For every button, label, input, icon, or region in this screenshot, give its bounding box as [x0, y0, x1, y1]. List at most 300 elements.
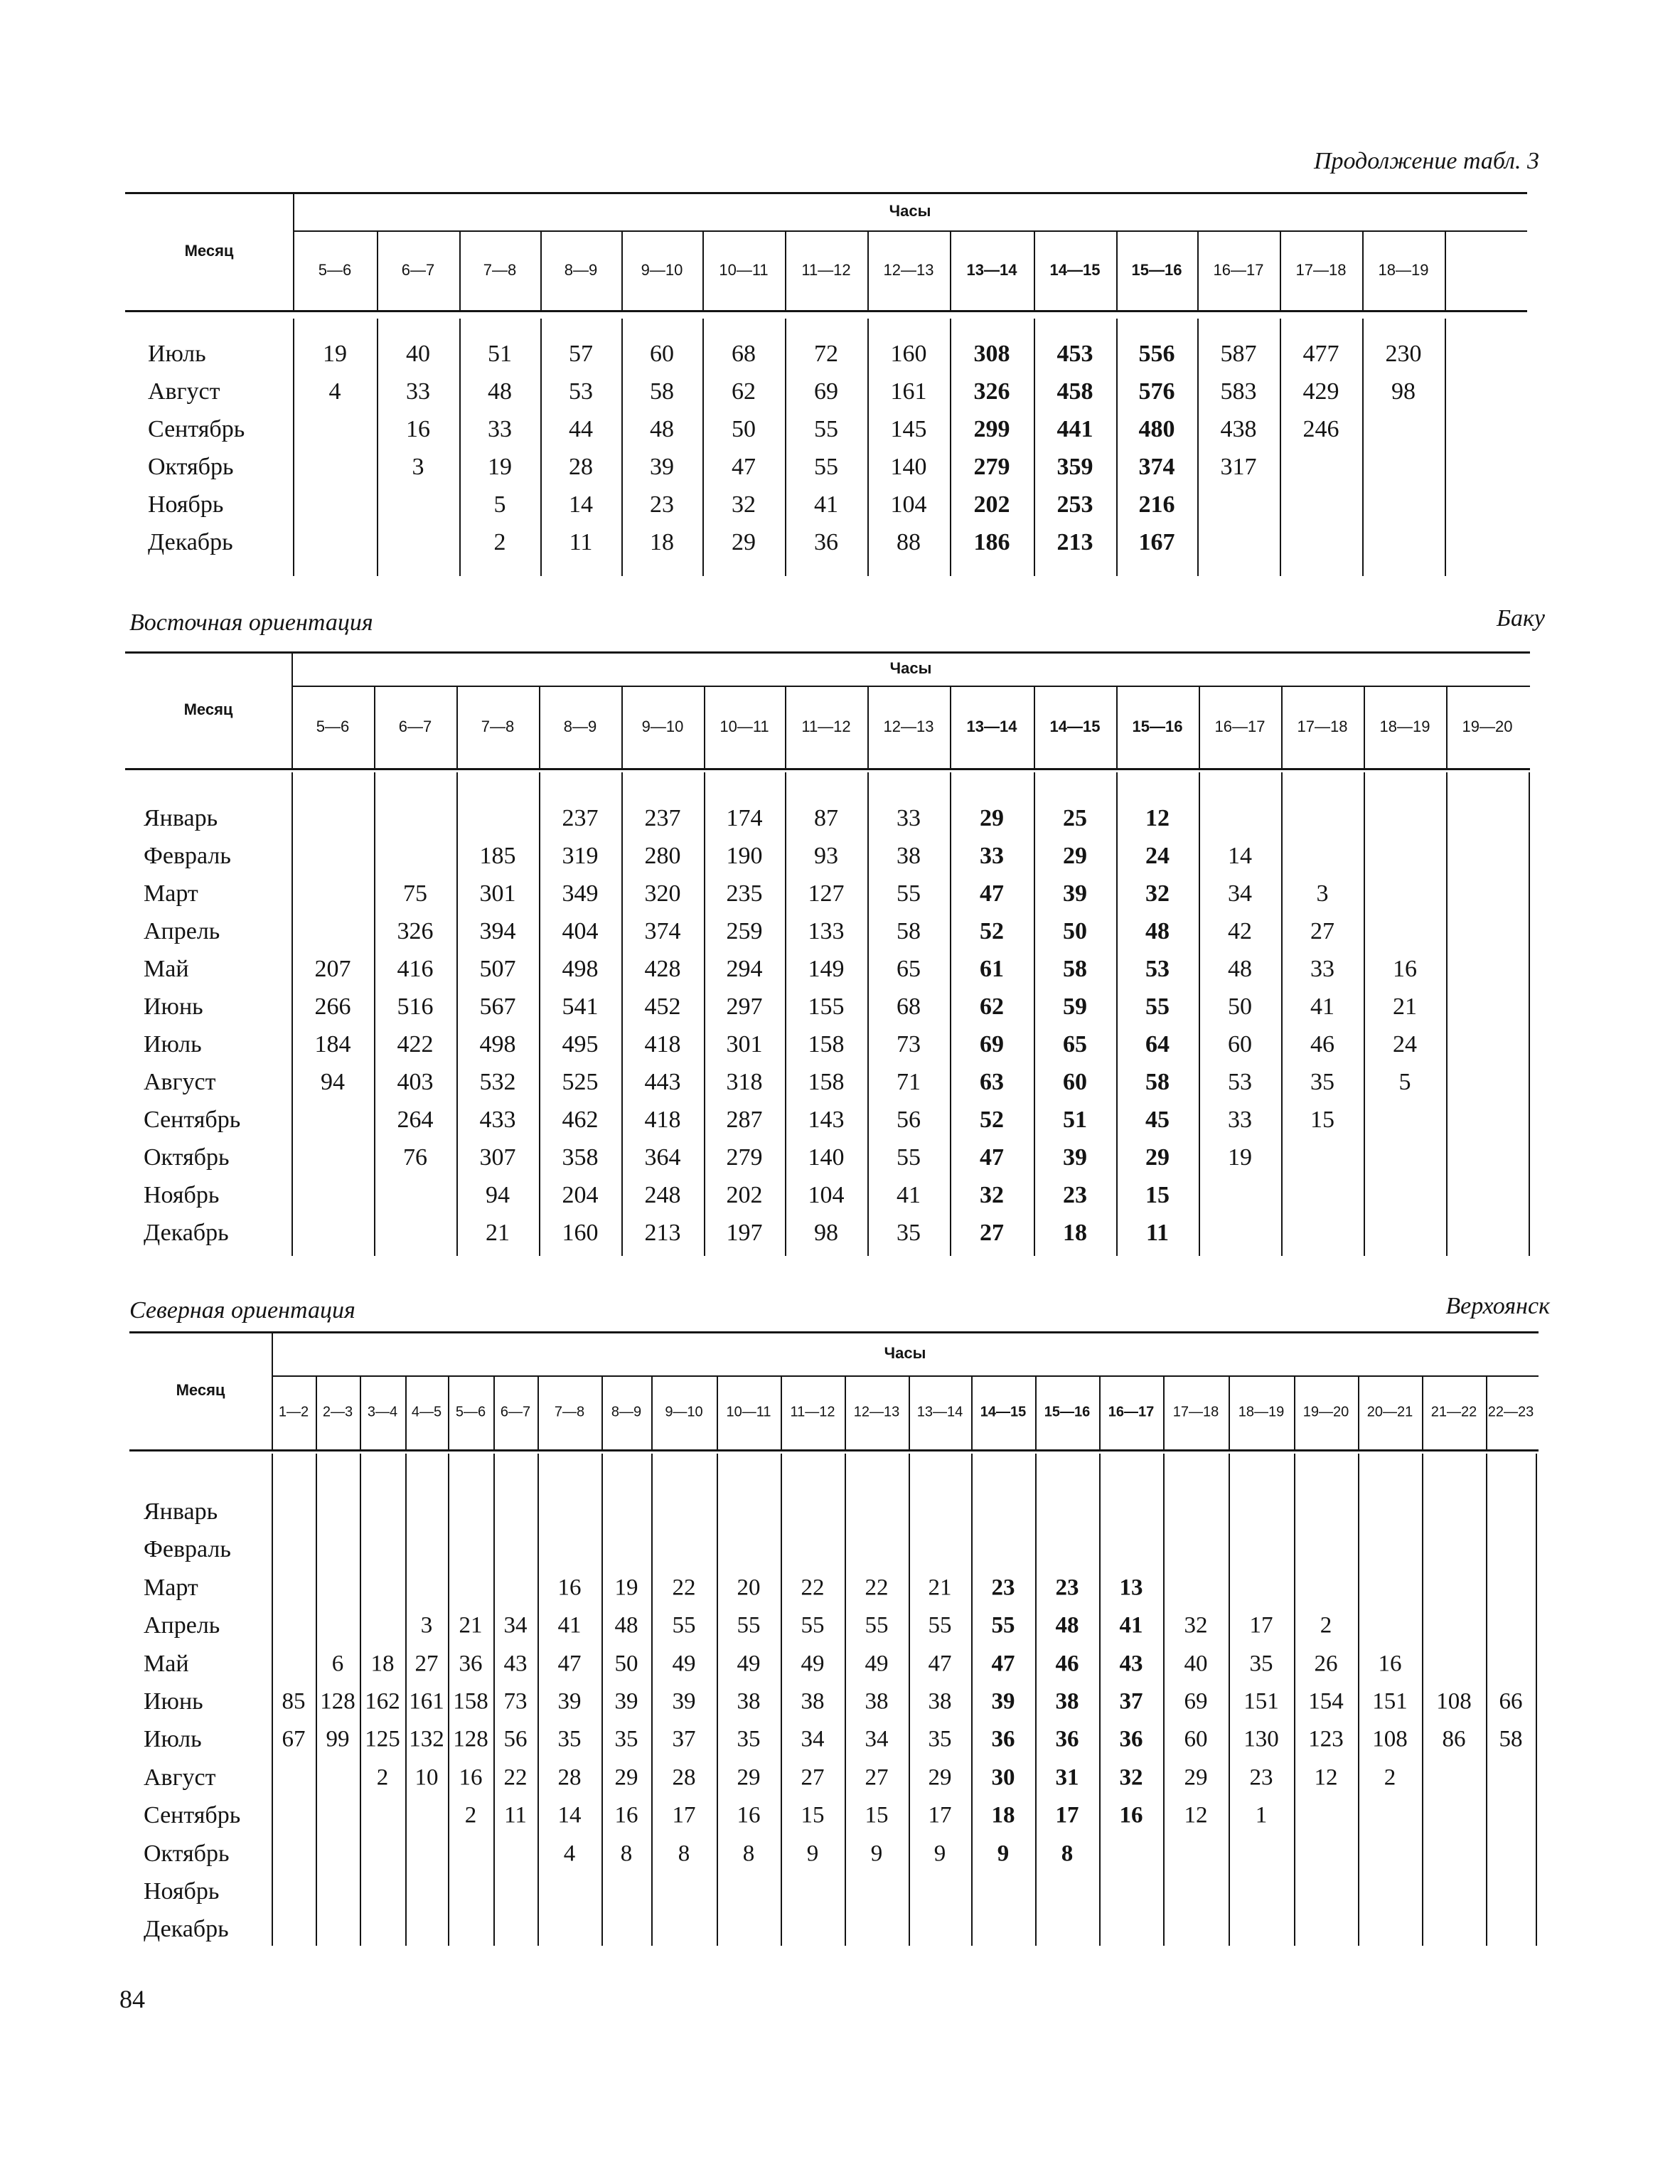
column-divider [867, 772, 869, 1256]
table-cell: 23 [650, 491, 674, 518]
hour-column-header: 17—18 [1295, 261, 1347, 279]
month-label: Сентябрь [144, 1107, 241, 1133]
column-divider [1035, 1375, 1037, 1449]
table-cell: 33 [1228, 1107, 1252, 1133]
table-cell: 58 [650, 378, 674, 405]
month-label: Август [144, 1069, 216, 1095]
column-divider [717, 1375, 718, 1449]
table-cell: 204 [562, 1182, 599, 1208]
table-cell: 66 [1499, 1688, 1523, 1715]
table-top-rule [125, 192, 1527, 194]
table-cell: 297 [726, 994, 763, 1020]
table-cell: 556 [1138, 341, 1175, 367]
table-cell: 44 [569, 416, 593, 442]
table-cell: 349 [562, 880, 599, 907]
table-cell: 394 [479, 918, 516, 944]
hour-column-header: 8—9 [611, 1404, 642, 1420]
table-cell: 186 [973, 529, 1010, 555]
month-label: Май [144, 1650, 189, 1677]
column-divider [1294, 1375, 1295, 1449]
table-cell: 85 [282, 1688, 306, 1715]
month-column-divider [272, 1454, 273, 1946]
table-cell: 27 [414, 1651, 439, 1677]
hour-column-header: 11—12 [790, 1404, 835, 1420]
table-cell: 35 [928, 1726, 952, 1752]
column-divider [1199, 772, 1200, 1256]
table-cell: 3 [420, 1612, 433, 1639]
hour-column-header: 20—21 [1366, 1404, 1413, 1420]
table-cell: 50 [1063, 918, 1087, 944]
table-cell: 71 [897, 1069, 921, 1095]
table-cell: 495 [562, 1031, 599, 1058]
table-cell: 37 [672, 1726, 696, 1752]
table2-city-label: Баку [1496, 605, 1545, 632]
table-cell: 94 [486, 1182, 510, 1208]
hours-rule [291, 686, 1530, 687]
table-cell: 36 [991, 1726, 1015, 1752]
column-divider [374, 686, 375, 768]
table-cell: 154 [1308, 1688, 1344, 1715]
table-cell: 37 [1119, 1688, 1143, 1715]
month-label: Июль [144, 1031, 202, 1058]
hour-column-header: 18—19 [1378, 261, 1429, 279]
month-label: Февраль [144, 843, 231, 869]
hour-column-header: 8—9 [564, 261, 598, 279]
table-cell: 73 [897, 1031, 921, 1058]
hour-column-header: 6—7 [401, 261, 435, 279]
table-cell: 541 [562, 994, 599, 1020]
header-bottom-rule [129, 1449, 1539, 1451]
month-label: Январь [144, 805, 218, 831]
table-cell: 55 [897, 1144, 921, 1171]
column-divider [1163, 1454, 1165, 1946]
column-divider [374, 772, 375, 1256]
table-cell: 14 [1228, 843, 1252, 869]
table-cell: 34 [801, 1726, 825, 1752]
table-cell: 58 [897, 918, 921, 944]
table-cell: 36 [459, 1651, 483, 1677]
table-cell: 9 [997, 1841, 1010, 1867]
table-cell: 158 [808, 1069, 845, 1095]
month-label: Декабрь [148, 529, 233, 555]
table-cell: 9 [933, 1841, 946, 1867]
table-cell: 130 [1243, 1726, 1279, 1752]
table-cell: 69 [1184, 1688, 1208, 1715]
hour-column-header: 12—13 [883, 261, 934, 279]
table-cell: 25 [1063, 805, 1087, 831]
table-cell: 38 [928, 1688, 952, 1715]
table-cell: 34 [865, 1726, 889, 1752]
table-cell: 22 [672, 1575, 696, 1601]
table-cell: 55 [928, 1612, 952, 1639]
table-cell: 38 [897, 843, 921, 869]
table-cell: 60 [650, 341, 674, 367]
table-cell: 318 [726, 1069, 763, 1095]
column-divider [456, 772, 458, 1256]
hour-column-header: 17—18 [1172, 1404, 1219, 1420]
table-cell: 2 [464, 1802, 477, 1828]
table-cell: 27 [980, 1220, 1004, 1246]
column-divider [950, 230, 951, 310]
table-cell: 53 [1228, 1069, 1252, 1095]
table-cell: 3 [1316, 880, 1329, 907]
table-cell: 35 [1310, 1069, 1334, 1095]
hour-column-header: 12—13 [883, 718, 934, 735]
hour-column-header: 9—10 [665, 1404, 703, 1420]
table-cell: 12 [1145, 805, 1170, 831]
table-cell: 326 [397, 918, 434, 944]
table-cell: 127 [808, 880, 845, 907]
table-cell: 33 [488, 416, 512, 442]
table-cell: 51 [488, 341, 512, 367]
hour-column-header: 7—8 [554, 1404, 585, 1420]
table-cell: 143 [808, 1107, 845, 1133]
table-cell: 39 [1063, 880, 1087, 907]
table-cell: 38 [737, 1688, 761, 1715]
table-cell: 498 [479, 1031, 516, 1058]
hour-column-header: 16—17 [1213, 261, 1264, 279]
table3-orientation-label: Северная ориентация [129, 1297, 355, 1323]
table-cell: 41 [557, 1612, 582, 1639]
table-cell: 404 [562, 918, 599, 944]
table-cell: 38 [865, 1688, 889, 1715]
table-cell: 576 [1138, 378, 1175, 405]
table-cell: 498 [562, 956, 599, 982]
table-cell: 108 [1436, 1688, 1472, 1715]
column-divider [909, 1375, 910, 1449]
table-cell: 429 [1302, 378, 1339, 405]
table-cell: 123 [1308, 1726, 1344, 1752]
column-divider [867, 230, 869, 310]
table-cell: 22 [801, 1575, 825, 1601]
table-cell: 49 [865, 1651, 889, 1677]
table-cell: 35 [557, 1726, 582, 1752]
hour-column-header: 3—4 [367, 1404, 398, 1420]
table-cell: 21 [1393, 994, 1417, 1020]
table-cell: 10 [414, 1764, 439, 1791]
table-cell: 525 [562, 1069, 599, 1095]
column-divider [621, 772, 623, 1256]
table-cell: 18 [650, 529, 674, 555]
month-header: Месяц [183, 701, 233, 718]
table-cell: 75 [403, 880, 427, 907]
table-cell: 88 [897, 529, 921, 555]
table-cell: 301 [479, 880, 516, 907]
table-cell: 108 [1372, 1726, 1408, 1752]
column-divider [405, 1375, 407, 1449]
table-cell: 161 [890, 378, 927, 405]
table-cell: 15 [865, 1802, 889, 1828]
table-cell: 15 [1145, 1182, 1170, 1208]
table-cell: 185 [479, 843, 516, 869]
month-column-divider [272, 1331, 273, 1449]
table-cell: 453 [1056, 341, 1093, 367]
hour-column-header: 13—14 [966, 261, 1017, 279]
table-cell: 29 [732, 529, 756, 555]
table-cell: 21 [486, 1220, 510, 1246]
table-cell: 38 [801, 1688, 825, 1715]
column-divider [377, 230, 378, 310]
month-label: Ноябрь [144, 1182, 220, 1208]
table-cell: 52 [980, 918, 1004, 944]
table-cell: 11 [504, 1802, 527, 1828]
table-cell: 69 [814, 378, 838, 405]
column-divider [459, 230, 461, 310]
table-cell: 104 [890, 491, 927, 518]
hour-column-header: 14—15 [1049, 718, 1101, 735]
table-cell: 567 [479, 994, 516, 1020]
table-cell: 86 [1442, 1726, 1466, 1752]
table-cell: 55 [814, 454, 838, 480]
table-cell: 237 [562, 805, 599, 831]
table-cell: 184 [314, 1031, 351, 1058]
column-divider [704, 772, 705, 1256]
table-cell: 73 [503, 1688, 528, 1715]
table-cell: 320 [644, 880, 681, 907]
table-cell: 34 [503, 1612, 528, 1639]
table-cell: 12 [1184, 1802, 1208, 1828]
table-cell: 30 [991, 1764, 1015, 1791]
table-cell: 230 [1385, 341, 1422, 367]
table-cell: 29 [1063, 843, 1087, 869]
table-cell: 18 [370, 1651, 395, 1677]
column-divider [1034, 772, 1035, 1256]
table-cell: 39 [991, 1688, 1015, 1715]
month-label: Июль [144, 1726, 202, 1753]
table-cell: 53 [1145, 956, 1170, 982]
table-cell: 27 [801, 1764, 825, 1791]
column-divider [1422, 1375, 1423, 1449]
table-cell: 65 [897, 956, 921, 982]
month-label: Октябрь [144, 1840, 230, 1867]
column-divider [1364, 686, 1365, 768]
table-cell: 56 [897, 1107, 921, 1133]
table-cell: 50 [614, 1651, 638, 1677]
column-divider [360, 1454, 361, 1946]
table-cell: 29 [1145, 1144, 1170, 1171]
table-cell: 16 [406, 416, 430, 442]
column-divider [1281, 772, 1283, 1256]
table-cell: 36 [1055, 1726, 1079, 1752]
column-divider [1358, 1454, 1359, 1946]
table-cell: 46 [1310, 1031, 1334, 1058]
table-cell: 69 [980, 1031, 1004, 1058]
table-cell: 18 [991, 1802, 1015, 1828]
table-cell: 48 [614, 1612, 638, 1639]
column-divider [1294, 1454, 1295, 1946]
table-cell: 49 [737, 1651, 761, 1677]
table-cell: 16 [1378, 1651, 1402, 1677]
column-divider [717, 1454, 718, 1946]
table-cell: 47 [980, 880, 1004, 907]
column-divider [785, 686, 786, 768]
table-cell: 60 [1184, 1726, 1208, 1752]
table-cell: 68 [897, 994, 921, 1020]
table-cell: 62 [980, 994, 1004, 1020]
table-cell: 59 [1063, 994, 1087, 1020]
table-cell: 19 [614, 1575, 638, 1601]
table-cell: 49 [801, 1651, 825, 1677]
table-cell: 317 [1220, 454, 1257, 480]
month-label: Март [144, 880, 198, 907]
table-cell: 35 [737, 1726, 761, 1752]
table-cell: 301 [726, 1031, 763, 1058]
table-cell: 418 [644, 1031, 681, 1058]
table-cell: 47 [557, 1651, 582, 1677]
table-cell: 14 [569, 491, 593, 518]
column-divider [539, 686, 540, 768]
month-label: Ноябрь [148, 491, 224, 518]
table2-orientation-label: Восточная ориентация [129, 609, 373, 636]
table-cell: 68 [732, 341, 756, 367]
table-cell: 34 [1228, 880, 1252, 907]
hours-header: Часы [884, 1344, 926, 1362]
table-cell: 326 [973, 378, 1010, 405]
table-cell: 438 [1220, 416, 1257, 442]
header-bottom-rule [125, 310, 1527, 312]
month-label: Май [144, 956, 189, 982]
table-cell: 11 [569, 529, 593, 555]
column-divider [950, 319, 951, 576]
table-cell: 55 [1145, 994, 1170, 1020]
table-cell: 8 [620, 1841, 633, 1867]
column-divider [601, 1454, 603, 1946]
table-cell: 28 [557, 1764, 582, 1791]
table-cell: 202 [973, 491, 1010, 518]
table-cell: 18 [1063, 1220, 1087, 1246]
column-divider [1099, 1375, 1101, 1449]
table-cell: 403 [397, 1069, 434, 1095]
table-cell: 266 [314, 994, 351, 1020]
table-cell: 9 [806, 1841, 819, 1867]
table-cell: 125 [365, 1726, 400, 1752]
month-label: Апрель [144, 1612, 220, 1639]
table-cell: 62 [732, 378, 756, 405]
table-cell: 151 [1372, 1688, 1408, 1715]
hour-column-header: 15—16 [1044, 1404, 1091, 1420]
table-cell: 213 [644, 1220, 681, 1246]
table-cell: 29 [980, 805, 1004, 831]
month-label: Март [144, 1574, 198, 1601]
table-cell: 458 [1056, 378, 1093, 405]
month-label: Август [144, 1764, 216, 1791]
table-cell: 28 [672, 1764, 696, 1791]
hour-column-header: 16—17 [1214, 718, 1266, 735]
table-top-rule [125, 651, 1530, 654]
table-cell: 35 [897, 1220, 921, 1246]
hours-rule [293, 230, 1527, 232]
table-cell: 22 [865, 1575, 889, 1601]
column-divider [1116, 772, 1118, 1256]
table-cell: 158 [808, 1031, 845, 1058]
table-cell: 58 [1063, 956, 1087, 982]
column-divider [1446, 772, 1448, 1256]
table-cell: 60 [1228, 1031, 1252, 1058]
column-divider [867, 686, 869, 768]
table-cell: 307 [479, 1144, 516, 1171]
column-divider [1422, 1454, 1423, 1946]
table-cell: 36 [1119, 1726, 1143, 1752]
table-cell: 202 [726, 1182, 763, 1208]
column-divider [971, 1454, 973, 1946]
table-cell: 35 [614, 1726, 638, 1752]
table-cell: 418 [644, 1107, 681, 1133]
table-cell: 41 [1310, 994, 1334, 1020]
table-cell: 235 [726, 880, 763, 907]
table-cell: 40 [1184, 1651, 1208, 1677]
table-cell: 374 [644, 918, 681, 944]
month-label: Октябрь [144, 1144, 230, 1171]
table-cell: 28 [569, 454, 593, 480]
table-cell: 21 [928, 1575, 952, 1601]
hour-column-header: 6—7 [500, 1404, 531, 1420]
column-divider [867, 319, 869, 576]
table-cell: 76 [403, 1144, 427, 1171]
column-divider [1035, 1454, 1037, 1946]
table-cell: 16 [614, 1802, 638, 1828]
table-cell: 23 [991, 1575, 1015, 1601]
table-cell: 287 [726, 1107, 763, 1133]
table-cell: 587 [1220, 341, 1257, 367]
table-cell: 41 [1119, 1612, 1143, 1639]
month-label: Декабрь [144, 1916, 229, 1943]
month-label: Июнь [144, 1688, 203, 1715]
table-cell: 60 [1063, 1069, 1087, 1095]
table-cell: 63 [980, 1069, 1004, 1095]
table-cell: 213 [1056, 529, 1093, 555]
table-cell: 13 [1119, 1575, 1143, 1601]
table-cell: 140 [890, 454, 927, 480]
table-cell: 87 [814, 805, 838, 831]
table-cell: 2 [1320, 1612, 1332, 1639]
table-cell: 29 [928, 1764, 952, 1791]
table-cell: 29 [1184, 1764, 1208, 1791]
column-divider [785, 319, 786, 576]
column-divider [360, 1375, 361, 1449]
hour-column-header: 11—12 [801, 261, 851, 279]
table-cell: 58 [1499, 1726, 1523, 1752]
column-divider [651, 1454, 653, 1946]
table-cell: 319 [562, 843, 599, 869]
page-number: 84 [119, 1985, 145, 2013]
table-cell: 583 [1220, 378, 1257, 405]
table-cell: 23 [1249, 1764, 1273, 1791]
table-cell: 507 [479, 956, 516, 982]
hours-header: Часы [889, 202, 931, 220]
column-divider [845, 1454, 846, 1946]
table-cell: 43 [503, 1651, 528, 1677]
hour-column-header: 7—8 [483, 261, 517, 279]
table-cell: 16 [459, 1764, 483, 1791]
table-cell: 98 [1391, 378, 1416, 405]
table-cell: 299 [973, 416, 1010, 442]
table-cell: 16 [737, 1802, 761, 1828]
table-cell: 15 [1310, 1107, 1334, 1133]
table-cell: 32 [1145, 880, 1170, 907]
table-cell: 532 [479, 1069, 516, 1095]
hour-column-header: 16—17 [1108, 1404, 1155, 1420]
table-cell: 158 [453, 1688, 488, 1715]
table-cell: 374 [1138, 454, 1175, 480]
table-cell: 32 [732, 491, 756, 518]
table-cell: 3 [412, 454, 424, 480]
hour-column-header: 21—22 [1430, 1404, 1477, 1420]
table-cell: 17 [928, 1802, 952, 1828]
table-cell: 47 [991, 1651, 1015, 1677]
table-cell: 4 [328, 378, 341, 405]
hour-column-header: 14—15 [1049, 261, 1101, 279]
table-cell: 155 [808, 994, 845, 1020]
